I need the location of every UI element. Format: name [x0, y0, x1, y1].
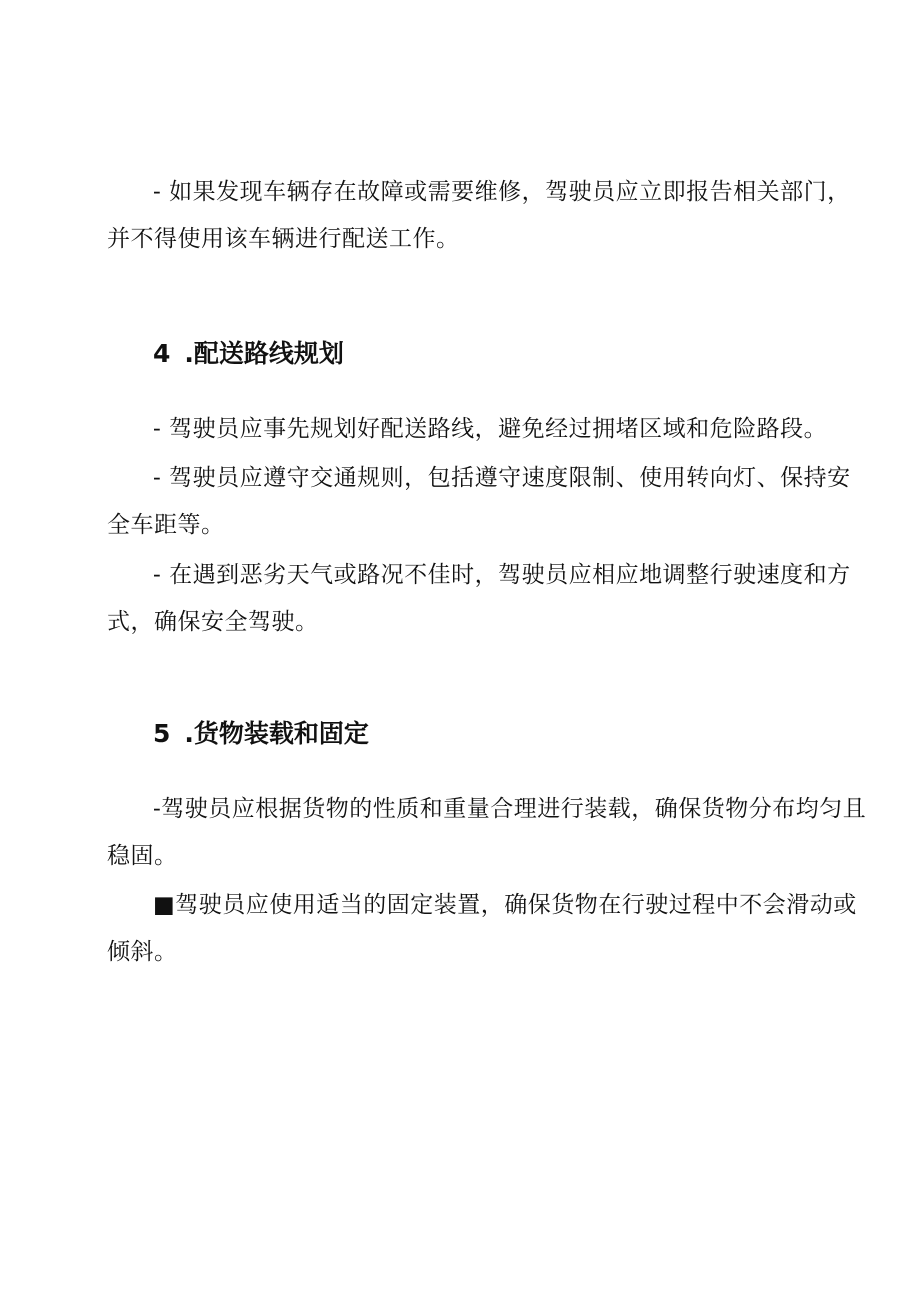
section-4-item-1: - 驾驶员应事先规划好配送路线，避免经过拥堵区域和危险路段。 [153, 416, 828, 442]
section-5-item-2: ■驾驶员应使用适当的固定装置，确保货物在行驶过程中不会滑动或倾斜。 [107, 892, 857, 965]
section-5-heading [153, 714, 369, 754]
paragraph-vehicle-fault: - 如果发现车辆存在故障或需要维修，驾驶员应立即报告相关部门，并不得使用该车辆进行配送工作。 [107, 179, 851, 252]
section-5-item-1: -驾驶员应根据货物的性质和重量合理进行装载，确保货物分布均匀且稳固。 [107, 796, 867, 869]
section-5-number: 5 [153, 719, 171, 748]
section-4-heading [153, 334, 344, 374]
section-4-number: 4 [153, 339, 171, 368]
section-4-item-3: - 在遇到恶劣天气或路况不佳时，驾驶员应相应地调整行驶速度和方式，确保安全驾驶。 [107, 562, 851, 635]
section-4-item-2: - 驾驶员应遵守交通规则，包括遵守速度限制、使用转向灯、保持安全车距等。 [107, 465, 851, 538]
section-4-title: .配送路线规划 [184, 339, 344, 368]
section-5-title: .货物装载和固定 [184, 719, 369, 748]
